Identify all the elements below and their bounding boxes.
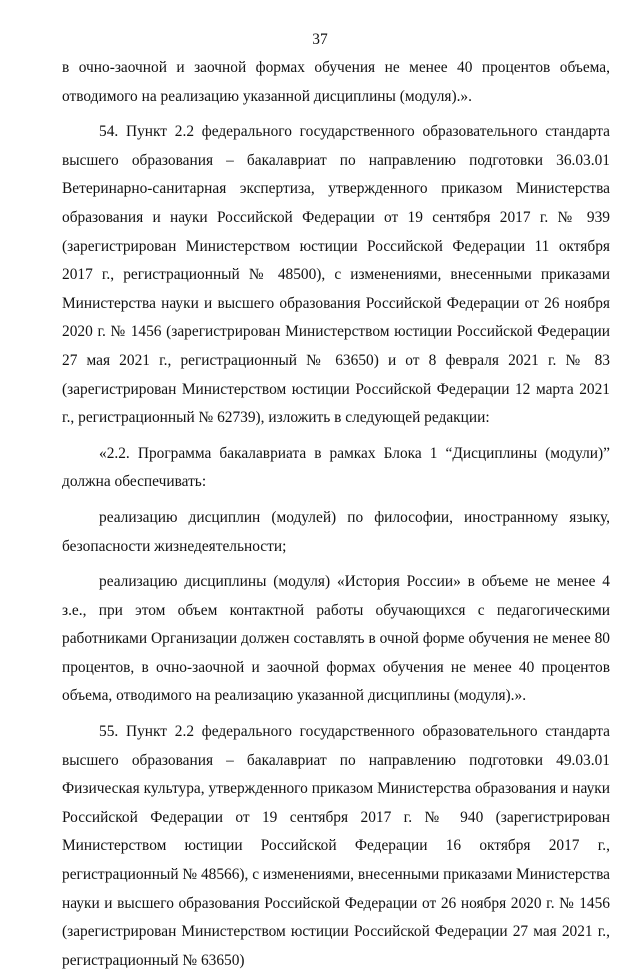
paragraph-quoted-2-2: «2.2. Программа бакалавриата в рамках Блока 1 “Дисциплины (модули)” должна обеспечивать: bbox=[62, 444, 610, 491]
paragraph-item-54: 54. Пункт 2.2 федерального государственного образовательного стандарта высшего образования – бакалавриат по направлению подготовки 36.03.01 Ветеринарно-санитарная экспертиза, утвержденного приказом Министерства образования и науки Российской Федерации от 19 сентября 2017 г. № 939 (зарегистрирован Министерством юстиции Российской Федерации 11 октября 2017 г., регистрационный № 48500), с изменениями, внесенными приказами Министерства науки и высшего образования Российской Федерации от 26 ноября 2020 г. № 1456 (зарегистрирован Министерством юстиции Российской Федерации 27 мая 2021 г., регистрационный № 63650) и от 8 февраля 2021 г. № 83 (зарегистрирован Министерством юстиции Российской Федерации 12 марта 2021 г., регистрационный № 62739), изложить в следующей редакции: bbox=[62, 123, 610, 427]
paragraph-item-55: 55. Пункт 2.2 федерального государственного образовательного стандарта высшего образования – бакалавриат по направлению подготовки 49.03.01 Физическая культура, утвержденного приказом Министерства образования и науки Российской Федерации от 19 сентября 2017 г. № 940 (зарегистрирован Министерством юстиции Российской Федерации 16 октября 2017 г., регистрационный № 48566), с изменениями, внесенными приказами Министерства науки и высшего образования Российской Федерации от 26 ноября 2020 г. № 1456 (зарегистрирован Министерством юстиции Российской Федерации 27 мая 2021 г., регистрационный № 63650) bbox=[62, 723, 610, 969]
document-body bbox=[62, 54, 610, 975]
page-number: 37 bbox=[312, 31, 328, 48]
paragraph-continuation: в очно-заочной и заочной формах обучения не менее 40 процентов объема, отводимого на реализацию указанной дисциплины (модуля).». bbox=[62, 59, 610, 105]
paragraph-disciplines: реализацию дисциплин (модулей) по философии, иностранному языку, безопасности жизнедеятельности; bbox=[62, 508, 610, 555]
paragraph-history-russia: реализацию дисциплины (модуля) «История России» в объеме не менее 4 з.е., при этом объем контактной работы обучающихся с педагогическими работниками Организации должен составлять в очной форме обучения не менее 80 процентов, в очно-заочной и заочной формах обучения не менее 40 процентов объема, отводимого на реализацию указанной дисциплины (модуля).». bbox=[62, 573, 610, 705]
